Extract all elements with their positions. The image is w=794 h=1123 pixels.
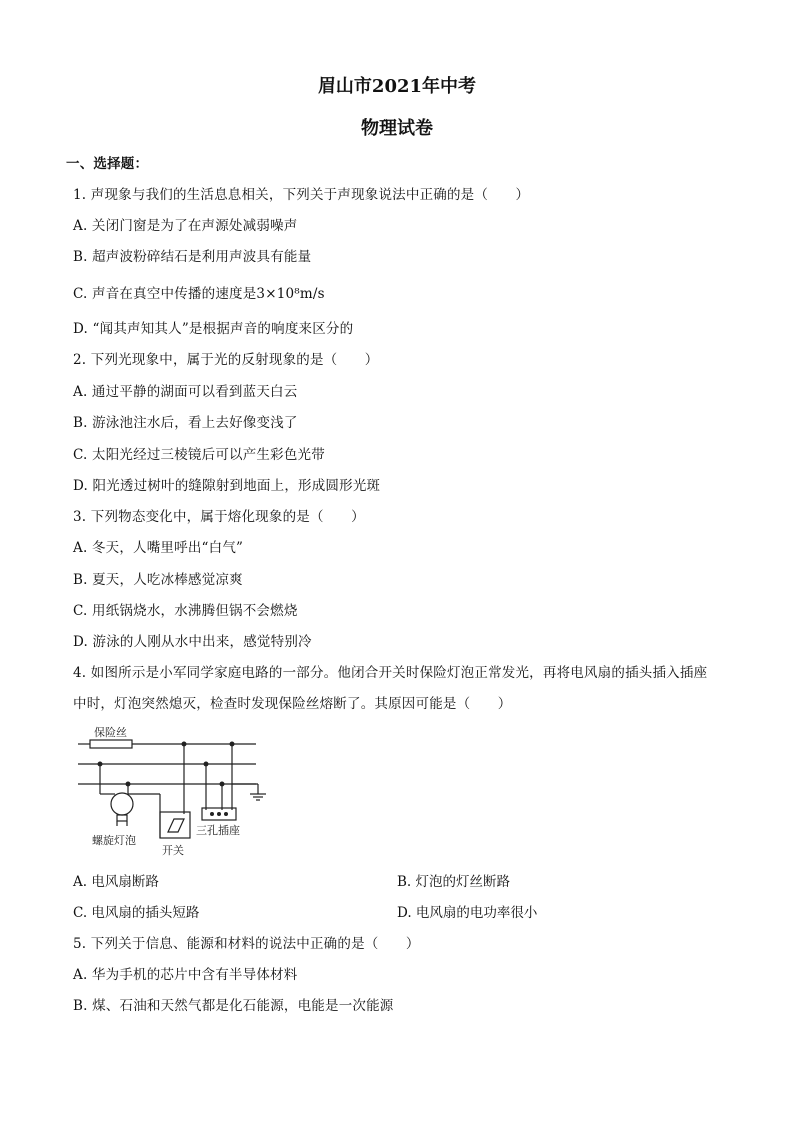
circuit-diagram xyxy=(70,722,270,862)
page-title: 眉山市2021年中考 xyxy=(317,76,477,97)
q1-option-b: B. 超声波粉碎结石是利用声波具有能量 xyxy=(73,249,312,265)
q1-option-d: D. “闻其声知其人”是根据声音的响度来区分的 xyxy=(73,321,354,337)
q3-option-b: B. 夏天，人吃冰棒感觉凉爽 xyxy=(73,572,243,588)
q1-option-a: A. 关闭门窗是为了在声源处减弱噪声 xyxy=(73,218,298,234)
switch-label: 开关 xyxy=(162,844,184,857)
section-heading: 一、选择题： xyxy=(66,156,149,172)
q3-option-d: D. 游泳的人刚从水中出来，感觉特别冷 xyxy=(73,634,312,650)
q2-option-d: D. 阳光透过树叶的缝隙射到地面上，形成圆形光斑 xyxy=(73,478,381,494)
fuse-label: 保险丝 xyxy=(94,726,127,739)
q3-option-c: C. 用纸锅烧水，水沸腾但锅不会燃烧 xyxy=(73,603,298,619)
q4-stem-line1: 4. 如图所示是小军同学家庭电路的一部分。他闭合开关时保险灯泡正常发光，再将电风扇的插头插入插座 xyxy=(73,665,708,681)
q5-option-a: A. 华为手机的芯片中含有半导体材料 xyxy=(73,967,298,983)
q1-stem: 1. 声现象与我们的生活息息相关，下列关于声现象说法中正确的是（ ） xyxy=(73,187,530,203)
q2-stem: 2. 下列光现象中，属于光的反射现象的是（ ） xyxy=(73,352,379,368)
q4-option-d: D. 电风扇的电功率很小 xyxy=(397,905,538,921)
q5-option-b: B. 煤、石油和天然气都是化石能源，电能是一次能源 xyxy=(73,998,394,1014)
q4-stem-line2: 中时，灯泡突然熄灭，检查时发现保险丝熔断了。其原因可能是（ ） xyxy=(73,696,512,712)
q5-stem: 5. 下列关于信息、能源和材料的说法中正确的是（ ） xyxy=(73,936,420,952)
q1-option-c: C. 声音在真空中传播的速度是3×10⁸m/s xyxy=(73,286,325,302)
q2-option-b: B. 游泳池注水后，看上去好像变浅了 xyxy=(73,415,298,431)
bulb-label: 螺旋灯泡 xyxy=(92,834,136,847)
q3-option-a: A. 冬天，人嘴里呼出“白气” xyxy=(73,540,244,556)
q2-option-c: C. 太阳光经过三棱镜后可以产生彩色光带 xyxy=(73,447,325,463)
page-subtitle: 物理试卷 xyxy=(361,118,433,139)
q4-option-a: A. 电风扇断路 xyxy=(73,874,159,890)
q4-option-b: B. 灯泡的灯丝断路 xyxy=(397,874,511,890)
q4-option-c: C. 电风扇的插头短路 xyxy=(73,905,200,921)
q2-option-a: A. 通过平静的湖面可以看到蓝天白云 xyxy=(73,384,298,400)
q3-stem: 3. 下列物态变化中，属于熔化现象的是（ ） xyxy=(73,509,365,525)
socket-label: 三孔插座 xyxy=(196,824,240,837)
